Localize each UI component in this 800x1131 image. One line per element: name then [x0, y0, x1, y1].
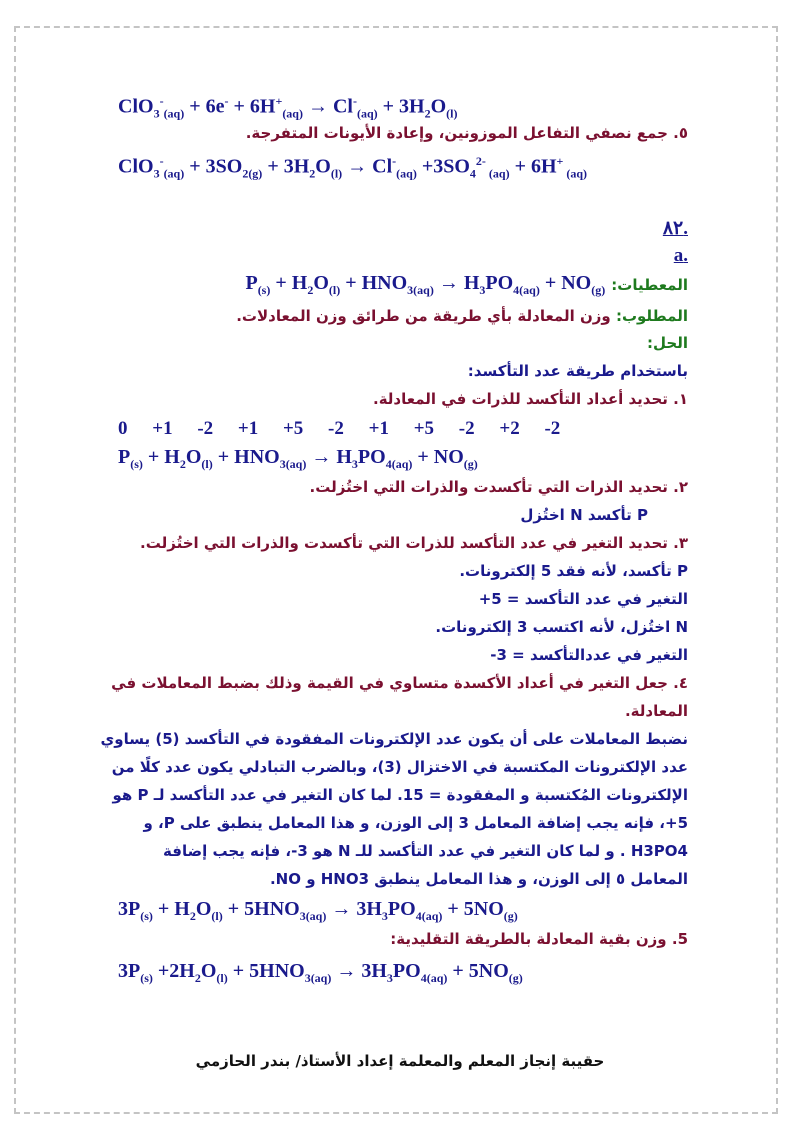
paragraph-line: نضبط المعاملات على أن يكون عدد الإلكترونات المفقودة في التأكسد (5) يساوي: [100, 730, 688, 748]
solution-label: الحل:: [647, 334, 688, 352]
problem-number: .٨٢: [662, 218, 688, 239]
paragraph-line: 5+، فإنه يجب إضافة المعامل 3 إلى الوزن، و هذا المعامل ينطبق على P، و: [143, 814, 688, 832]
given-label: المعطيات:: [611, 276, 688, 294]
method-text: باستخدام طريقة عدد التأكسد:: [467, 362, 688, 380]
equation-overall: $ClO_3^-_{(aq)} + 3SO_{2(g)} + 3H_2O_{(l)} \to Cl^-_{(aq)} +3SO_4^{2-}$ $_{(aq)}$ + 6H+ $_{(aq)}$: [118, 154, 588, 181]
step-5: 5. وزن بقية المعادلة بالطريقة التقليدية:: [390, 930, 688, 948]
n-reduced-text: N اختُزل، لأنه اكتسب 3 إلكترونات.: [435, 618, 688, 636]
oxidation-numbers: 0 +1 -2 +1 +5 -2 +1 +5 -2 +2 -2: [118, 418, 561, 439]
equation-coefficients: $3P_{(s)} + H_2O_{(l)} + 5HNO_{3(aq)} \to 3H_3PO_{4(aq)} + 5NO_{(g)}$: [118, 898, 518, 923]
equation-unbalanced: $P_{(s)} + H_2O_{(l)} + HNO_{3(aq)} \to H_3PO_{4(aq)} + NO_{(g)}$: [118, 446, 478, 471]
required-row: [236, 307, 688, 325]
step-5-label: ٥. جمع نصفي التفاعل الموزونين، وإعادة الأيونات المتفرجة.: [245, 124, 688, 142]
paragraph-line: H3PO4 . و لما كان التغير في عدد التأكسد للـ N هو 3-، فإنه يجب إضافة: [163, 842, 688, 860]
equation-half-reaction: $ClO_3^-_{(aq)} + 6e^- + 6H^+_{(aq)} \to Cl^-_{(aq)} + 3H_2O_{(l)}$: [118, 94, 458, 121]
step-2: ٢. تحديد الذرات التي تأكسدت والذرات التي اختُزلت.: [309, 478, 688, 496]
p-oxidized-text: P تأكسد، لأنه فقد 5 إلكترونات.: [459, 562, 688, 580]
paragraph-line: المعامل ٥ إلى الوزن، و هذا المعامل ينطبق HNO3 و NO.: [269, 870, 688, 888]
paragraph-line: الإلكترونات المُكتسبة و المفقودة = 15. لما كان التغير في عدد التأكسد لـ P هو: [112, 786, 688, 804]
paragraph-line: عدد الإلكترونات المكتسبة في الاختزال (3)، وبالضرب التبادلي يكون عدد كلًا من: [111, 758, 688, 776]
equation-balanced: $3P_{(s)} +2H_2O_{(l)} + 5HNO_{3(aq)} \to 3H_3PO_{4(aq)} + 5NO_{(g)}$: [118, 960, 523, 985]
page-footer: حقيبة إنجاز المعلم والمعلمة إعداد الأستاذ/ بندر الحازمي: [195, 1052, 605, 1070]
step-4-line-1: ٤. جعل التغير في أعداد الأكسدة متساوي في القيمة وذلك بضبط المعاملات في: [111, 674, 688, 692]
given-row: [245, 272, 688, 298]
step-2-result: P تأكسد N اختُزل: [520, 506, 648, 524]
part-label: .a: [673, 245, 688, 266]
given-equation: $P_{(s)} + H_2O_{(l)} + HNO_{3(aq)} \to H_3PO_{4(aq)} + NO_{(g)}$: [245, 272, 606, 297]
required-text: وزن المعادلة بأي طريقة من طرائق وزن المعادلات.: [236, 307, 616, 325]
p-change: التغير في عدد التأكسد = 5+: [478, 590, 688, 608]
step-1: ١. تحديد أعداد التأكسد للذرات في المعادلة.: [373, 390, 688, 408]
step-4-line-2: المعادلة.: [624, 702, 688, 720]
required-label: المطلوب:: [615, 307, 688, 325]
step-3: ٣. تحديد التغير في عدد التأكسد للذرات التي تأكسدت والذرات التي اختُزلت.: [140, 534, 688, 552]
n-change: التغير في عددالتأكسد = 3-: [490, 646, 688, 664]
